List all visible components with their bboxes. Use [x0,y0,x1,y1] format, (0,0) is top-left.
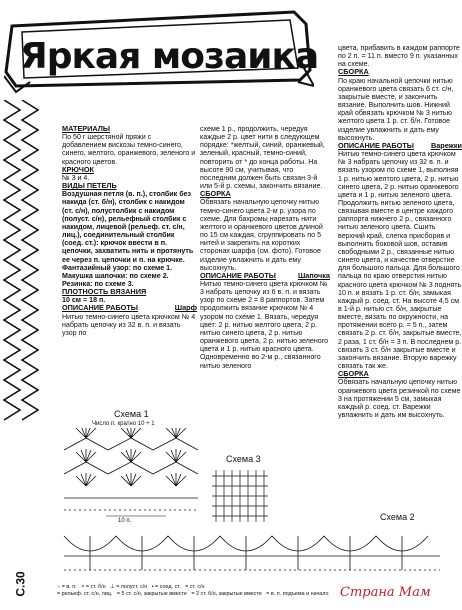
description-heading: ОПИСАНИЕ РАБОТЫ [200,270,276,280]
text-column-3 [338,44,462,419]
mittens-text: Нитью темно-синего цвета крючком № 3 набрать цепочку из 32 в. п. и вязать узором по схеме 1, выполняя 1 р. нитью желтого цвета, 2 р. нитью синего цвета, 2 р. нитью оранжевого цвета и 1 р. нитью зеленого цвета. Продолжить нитью зеленого цвета, связывая вместе в центре каждого раппорта нижнего 2 р., связанного нитью зеленого цвета. Сшить верхний край, слегка присборив и выполнить боковой шов, оставив свободными 2 р., связанные нитью синего цвета, и качестве отверстие для большого пальца. Для большого пальца по краю отверстия нитью красного цвета крючком № 3 поднять 10 п. и вязать 1 р. ст. б/н, замыкая каждый р. соед. ст. На высоте 4,5 см в 1-й р. нитью ст. б/н, закрытые вместе, вязать по окружности, на протяжении всего р. = 5 п., затем связать 2 р. ст. б/н, закрытые вместе, 2 раза, 1 ст. б/н = 3 п. В последнем р. связать 3 ст. б/н закрытые вместе и закончить вязание. Вторую варежку связать так же. [338,150,462,371]
assembly-text: Обвязать начальную цепочку нитью темно-синего цвета 2-м р. узора по схеме. Для бахромы нарезать нити желтого и оранжевого цветов длиной по 15 см каждая, сгруппировать по 5 нитей и закрепить на коротких сторонах шарфа (см. фото). Готовое изделие увлажнить и дать ему высохнуть. [200,198,323,272]
hook-text: № 3 и 4. [62,173,90,182]
rib-text: Резинка: по схеме 3. [62,279,134,288]
legend-item: = ст. с/н [185,584,205,590]
loops-text: Воздушная петля (в. п.), столбик без накида (ст. б/н), столбик с накидом (ст. с/н), полустолбик с накидом (полуст. с/н), рельефный столбик с накидом, лицевой (рельеф. ст. с/н, лиц.), соединительный столбик (соед. ст.): крючок ввести в п. цепочки, захватить нить и протянуть ее через п. цепочки и п. на крючке. [62,190,194,264]
scheme-3-diagram [210,466,270,526]
description-item: Варежки [430,140,462,150]
hook-heading: КРЮЧОК [62,164,95,174]
materials-text: По 50 г шерстяной пряжи с добавлением вискозы темно-синего, синего, желтого, оранжевого, зеленого и красного цветов. [62,133,196,166]
legend-item: = рельеф. ст. с/н, лиц. [57,591,113,597]
hat-top-text: Макушка шапочки: по схеме 2. [62,271,169,280]
assembly-text-2: Обвязать начальную цепочку нитью оранжевого цвета резинкой по схеме 3 на протяжении 5 см, замыкая каждый р. соед. ст. Варежки увлажнить и дать им высохнуть. [338,378,461,420]
scheme-2-diagram [60,526,445,584]
loops-heading: ВИДЫ ПЕТЕЛЬ [62,181,117,191]
description-heading: ОПИСАНИЕ РАБОТЫ [338,140,414,150]
hat-text: Нитью темно-синего цвета крючком № 3 набрать цепочку из 6 в. п. и вязать узор по схеме 2 = 8 раппортов. Затем продолжить вязание крючком № 4 узором по схеме 1. Вязать, чередуя цвет: 2 р. нитью желтого цвета, 2 р. нитью синего цвета, 2 р. нитью оранжевого цвета, 2 р. нитью зеленого цвета и 1 р. нитью красного цвета. Одновременно во 2-м р., связанного нитью зеленого [200,279,329,370]
description-item: Шапочка [297,270,330,280]
density-text: 10 см = 18 п. [62,296,106,305]
scheme-1-width: 10 п. [118,518,132,524]
title-banner [4,6,319,94]
scarf-text-cont: схеме 1 р., продолжить, чередуя каждые 2 р. цвет нити в следующем порядке: *желтый, синий, оранжевый, зеленый, красный, темно-синий, повторить от * до конца работы. На высоте 90 см, учитывая, что последним должен быть связан 3-й или 5-й р. схемы, закончить вязание. [200,125,325,191]
text-column-1 [62,125,197,337]
text-column-2 [200,125,330,370]
legend-item: ⊥ = полуст. с/н [110,584,148,590]
scheme-1-diagram [56,428,206,523]
scarf-text: Нитью темно-синего цвета крючком № 4 набрать цепочку из 32 в. п. и вязать узор по [62,312,196,337]
density-heading: ПЛОТНОСТЬ ВЯЗАНИЯ [62,287,147,297]
hat-text-cont: цвета, прибавить в каждом раппорте по 2 п. = 11 п. вместо 9 п. указанных на схеме. [338,44,460,69]
description-item: Шарф [174,303,197,313]
assembly-heading: СБОРКА [338,67,369,77]
legend-item: = 5 ст. с/н, закрытые вместе [116,591,187,597]
page-number: С.30 [13,571,28,597]
assembly-heading: СБОРКА [200,189,231,199]
scheme-3-title: Схема 3 [226,454,261,464]
scheme-2-title: Схема 2 [380,512,415,522]
scheme-1-note: Число п. кратно 10 + 1 [92,421,155,427]
assembly-heading-2: СБОРКА [338,369,369,379]
page-number-badge [4,565,32,605]
legend-item: = 2 ст. б/н, закрытые вместе [191,591,262,597]
assembly-text: По краю начальной цепочки нитью оранжевого цвета связать 6 ст. с/н, закрытые вместе, и закончить вязание. Выполнить шов. Нижний край обвязать крючком № 3 нитью желтого цвета 1 р. ст. б/н. Готовое изделие увлажнить и дать ему высохнуть. [338,76,454,142]
page-title: Яркая мозаика [20,36,319,77]
legend-item: ○ = в. п. [57,584,77,590]
decorative-zigzag-stripe [0,100,56,430]
materials-heading: МАТЕРИАЛЫ [62,124,111,133]
legend-item: = в. п. подъема и начало [266,591,329,597]
legend-item: • = соед. ст. [151,584,181,590]
legend-item: × = ст. б/н [81,584,106,590]
description-heading: ОПИСАНИЕ РАБОТЫ [62,303,138,313]
watermark-logo: Страна Мам [340,585,431,600]
scheme-1-title: Схема 1 [114,409,149,419]
fancy-pattern-text: Фантазийный узор: по схеме 1. [62,263,173,272]
fan-row [76,428,186,438]
